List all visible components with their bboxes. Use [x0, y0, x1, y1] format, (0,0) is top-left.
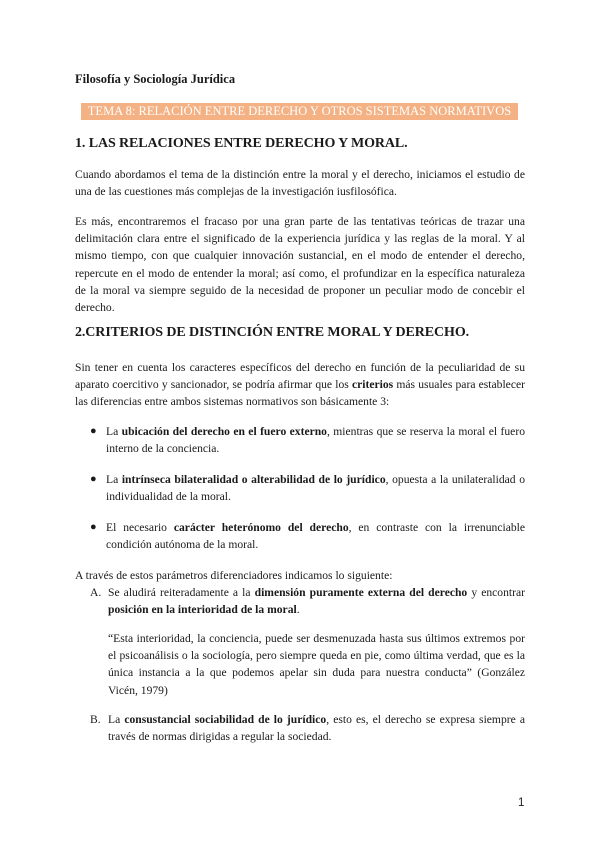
bullet-text: La — [106, 473, 122, 486]
item-label: B. — [90, 713, 101, 726]
section1-paragraph-2: Es más, encontraremos el fracaso por una gran parte de las tentativas teóricas de trazar una delimitación clara entre el significado de la experiencia jurídica y las reglas de la moral. Y al mismo tiempo, con que cualquier innovación sustancial, en el modo de entender el derecho, repercute en el modo de entender la moral; así como, el profundizar en la específica naturaleza de la moral va siempre seguido de la necesidad de proponer un peculiar modo de concebir el derecho. — [75, 215, 525, 315]
list-item-b — [90, 711, 525, 745]
item-bold: dimensión puramente externa del derecho — [254, 586, 468, 599]
section1-heading: 1. LAS RELACIONES ENTRE DERECHO Y MORAL. — [75, 136, 408, 151]
section2-heading: 2.CRITERIOS DE DISTINCIÓN ENTRE MORAL Y DERECHO. — [75, 325, 470, 340]
bullet-bold: ubicación del derecho en el fuero externo — [121, 425, 327, 438]
item-text: La — [108, 713, 125, 726]
intro-bold: criterios — [351, 378, 394, 392]
item-label: A. — [90, 586, 102, 599]
page-number: 1 — [518, 797, 525, 809]
item-text-end: . — [296, 603, 300, 617]
bullet-text-end: , opuesta a la unilateralidad o individualidad de la moral. — [106, 473, 525, 504]
bullet-icon: ● — [90, 521, 97, 533]
item-text-end: , esto es, el derecho se expresa siempre a través de normas dirigidas a regular la sociedad. — [108, 713, 525, 744]
bullet-text: La — [106, 425, 122, 438]
section1-paragraph-1: Cuando abordamos el tema de la distinción entre la moral y el derecho, iniciamos el estudio de una de las cuestiones más complejas de la investigación iusfilosófica. — [75, 168, 525, 199]
bullet-icon: ● — [90, 473, 97, 485]
bullet-bold: intrínseca bilateralidad o alterabilidad de lo jurídico — [121, 473, 386, 486]
list-intro: A través de estos parámetros diferenciadores indicamos lo siguiente: — [75, 569, 393, 582]
bullet-text-end: , en contraste con la irrenunciable condición autónoma de la moral. — [106, 521, 526, 552]
section2-intro — [75, 359, 525, 411]
item-text-mid: y encontrar — [467, 586, 525, 599]
list-item — [90, 471, 525, 505]
bullet-text: El necesario — [106, 521, 174, 534]
intro-text: Sin tener en cuenta los caracteres específicos del derecho en función de la peculiaridad de su aparato coercitivo y sancionador, se podría afirmar que los — [75, 361, 525, 392]
item-bold: consustancial sociabilidad de lo jurídico — [124, 713, 327, 726]
item-bold-2: posición en la interioridad de la moral — [108, 603, 297, 617]
course-title: Filosofía y Sociología Jurídica — [75, 72, 236, 86]
item-text: Se aludirá reiteradamente a la — [108, 586, 255, 599]
quote-block: “Esta interioridad, la conciencia, puede ser desmenuzada hasta sus últimos extremos por el psicoanálisis o la sociología, pero siempre queda en pie, como última verdad, que es la única instancia a la que podemos apelar sin duda para nuestra conducta” (González Vicén, 1979) — [108, 632, 525, 697]
list-item — [90, 519, 525, 553]
list-item — [90, 423, 525, 457]
bullet-bold: carácter heterónomo del derecho — [173, 521, 349, 534]
bullet-icon: ● — [90, 425, 97, 437]
list-item-a — [90, 584, 525, 618]
tema-title: TEMA 8: RELACIÓN ENTRE DERECHO Y OTROS SISTEMAS NORMATIVOS — [81, 103, 518, 120]
intro-text-end: más usuales para establecer las diferencias entre ambos sistemas normativos son básicamente 3: — [75, 378, 525, 409]
bullet-text-end: , mientras que se reserva la moral el fuero interno de la conciencia. — [106, 425, 525, 456]
